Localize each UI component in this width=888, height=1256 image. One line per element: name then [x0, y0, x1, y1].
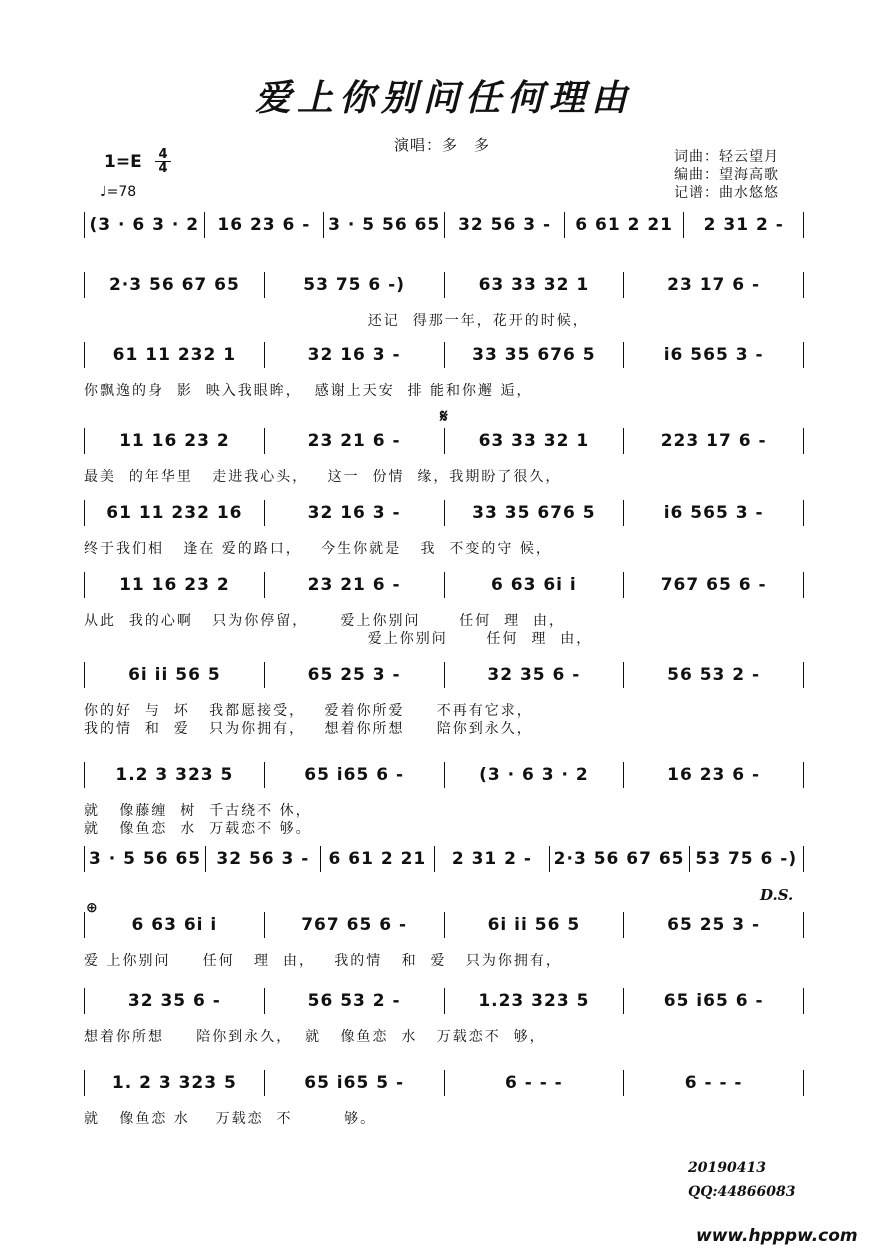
time-signature-denominator: 4 [158, 161, 168, 176]
notation-row [84, 988, 804, 1014]
measure: 3 · 5 56 65 [324, 212, 445, 238]
lyric-line: 还记 得那一年，花开的时候， [84, 313, 589, 329]
measure: 65 25 3 - [265, 662, 445, 688]
measure: 767 65 6 - [624, 572, 804, 598]
notation-row [84, 342, 804, 368]
notation-row [84, 428, 804, 454]
lyric-line: 我的情 和 爱 只为你拥有， 想着你所想 陪你到永久， [84, 721, 533, 737]
measure: 1.2 3 323 5 [84, 762, 265, 788]
measure: 6 61 2 21 [321, 846, 436, 872]
key-signature: 1=E [104, 152, 142, 172]
qq-contact: QQ:44866083 [688, 1184, 796, 1200]
segno-sign: 𝄋 [440, 406, 448, 427]
measure: 1. 2 3 323 5 [84, 1070, 265, 1096]
notation-row [84, 212, 804, 238]
measure: 6 63 6i i [84, 912, 265, 938]
measure: 2 31 2 - [435, 846, 550, 872]
dal-segno-marking: D.S. [760, 886, 794, 904]
measure: 767 65 6 - [265, 912, 445, 938]
measure: 11 16 23 2 [84, 572, 265, 598]
date-stamp: 20190413 [688, 1160, 766, 1176]
lyric-line: 就 像鱼恋 水 万载恋 不 够。 [84, 1111, 377, 1127]
measure: 6 - - - [624, 1070, 804, 1096]
measure: 3 · 5 56 65 [84, 846, 206, 872]
measure: 32 35 6 - [84, 988, 265, 1014]
notation-row [84, 272, 804, 298]
measure: 23 17 6 - [624, 272, 804, 298]
notation-row [84, 846, 804, 872]
lyrics-music-credit: 词曲：轻云望月 [674, 149, 779, 165]
measure: 6 61 2 21 [565, 212, 685, 238]
measure: 32 16 3 - [265, 500, 445, 526]
time-signature [155, 148, 171, 175]
song-title: 爱上你别问任何理由 [254, 77, 633, 119]
time-signature-numerator: 4 [155, 148, 171, 162]
measure: 6 63 6i i [445, 572, 625, 598]
measure: 11 16 23 2 [84, 428, 265, 454]
tempo-marking: ♩=78 [100, 184, 137, 200]
measure: i6 565 3 - [624, 342, 804, 368]
measure: 23 21 6 - [265, 572, 445, 598]
measure: 53 75 6 -) [690, 846, 805, 872]
notation-row [84, 572, 804, 598]
lyric-line: 就 像藤缠 树 千古绕不 休， [84, 803, 312, 819]
notation-credit: 记谱：曲水悠悠 [674, 185, 779, 201]
measure: 53 75 6 -) [265, 272, 445, 298]
lyric-line: 就 像鱼恋 水 万载恋不 够。 [84, 821, 312, 837]
measure: 61 11 232 16 [84, 500, 265, 526]
measure: 32 35 6 - [445, 662, 625, 688]
website-url: www.hpppw.com [696, 1226, 858, 1246]
notation-row [84, 1070, 804, 1096]
measure: 32 56 3 - [206, 846, 321, 872]
measure: 65 i65 5 - [265, 1070, 445, 1096]
measure: 6 - - - [445, 1070, 625, 1096]
lyric-line: 你飘逸的身 影 映入我眼眸， 感谢上天安 排 能和你邂 逅， [84, 383, 533, 399]
lyric-line: 最美 的年华里 走进我心头， 这一 份情 缘，我期盼了很久， [84, 469, 562, 485]
singer-credit: 演唱：多 多 [394, 136, 491, 154]
lyric-line: 爱上你别问 任何 理 由， [84, 631, 593, 647]
measure: 56 53 2 - [624, 662, 804, 688]
measure: 65 i65 6 - [265, 762, 445, 788]
measure: 63 33 32 1 [445, 272, 625, 298]
measure: 2·3 56 67 65 [550, 846, 690, 872]
measure: 2 31 2 - [684, 212, 804, 238]
notation-row [84, 500, 804, 526]
arrangement-credit: 编曲：望海高歌 [674, 167, 779, 183]
measure: 33 35 676 5 [445, 342, 625, 368]
measure: 6i ii 56 5 [84, 662, 265, 688]
measure: i6 565 3 - [624, 500, 804, 526]
measure: (3 · 6 3 · 2 [84, 212, 205, 238]
measure: 1.23 323 5 [445, 988, 625, 1014]
measure: 65 i65 6 - [624, 988, 804, 1014]
measure: (3 · 6 3 · 2 [445, 762, 625, 788]
measure: 23 21 6 - [265, 428, 445, 454]
measure: 6i ii 56 5 [445, 912, 625, 938]
notation-row [84, 662, 804, 688]
lyric-line: 终于我们相 逢在 爱的路口， 今生你就是 我 不变的守 候， [84, 541, 552, 557]
coda-sign: ⊕ [86, 900, 98, 916]
measure: 16 23 6 - [205, 212, 325, 238]
notation-row [84, 912, 804, 938]
measure: 32 16 3 - [265, 342, 445, 368]
measure: 32 56 3 - [445, 212, 565, 238]
notation-row [84, 762, 804, 788]
measure: 63 33 32 1 [445, 428, 625, 454]
lyric-line: 从此 我的心啊 只为你停留， 爱上你别问 任何 理 由， [84, 613, 566, 629]
measure: 56 53 2 - [265, 988, 445, 1014]
lyric-line: 你的好 与 坏 我都愿接受， 爱着你所爱 不再有它求， [84, 703, 533, 719]
measure: 223 17 6 - [624, 428, 804, 454]
measure: 61 11 232 1 [84, 342, 265, 368]
lyric-line: 想着你所想 陪你到永久， 就 像鱼恋 水 万载恋不 够， [84, 1029, 546, 1045]
lyric-line: 爱 上你别问 任何 理 由， 我的情 和 爱 只为你拥有， [84, 953, 562, 969]
measure: 65 25 3 - [624, 912, 804, 938]
measure: 33 35 676 5 [445, 500, 625, 526]
measure: 2·3 56 67 65 [84, 272, 265, 298]
measure: 16 23 6 - [624, 762, 804, 788]
